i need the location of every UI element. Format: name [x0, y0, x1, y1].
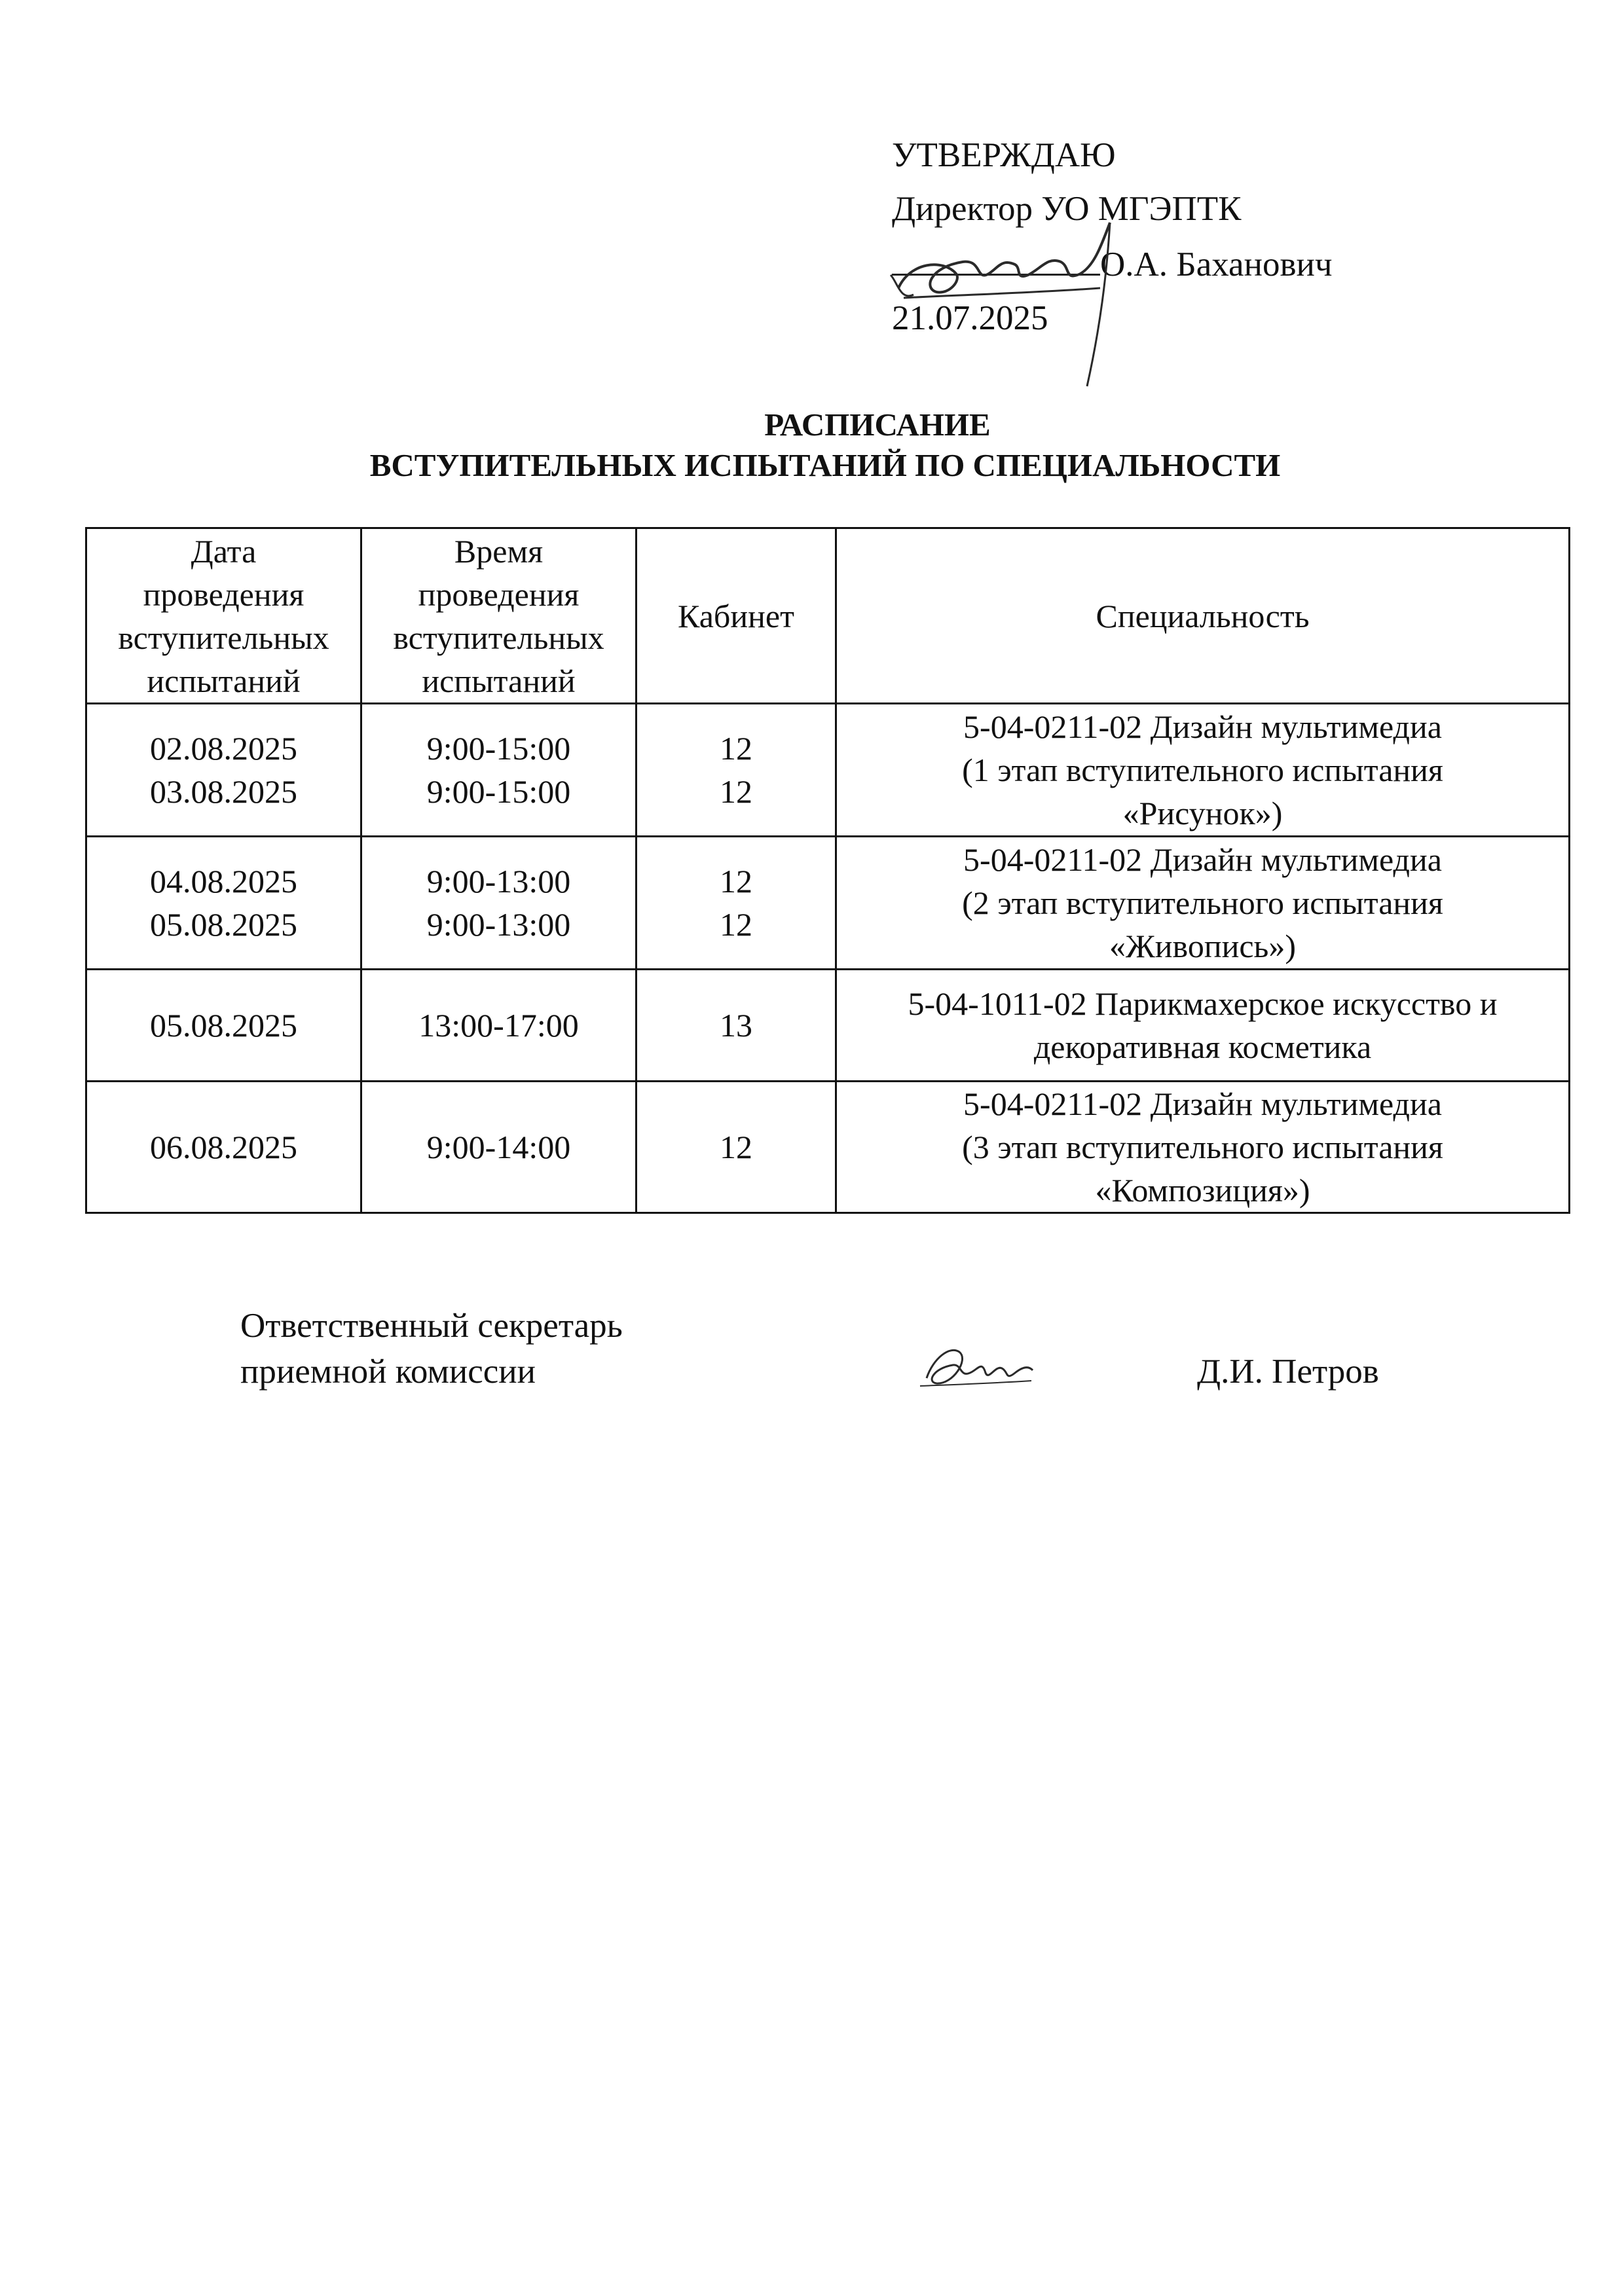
cell-times: 13:00-17:00 — [361, 970, 637, 1082]
secretary-name: Д.И. Петров — [1197, 1353, 1379, 1391]
cell-specialty: 5-04-0211-02 Дизайн мультимедиа (1 этап вступительного испытания «Рисунок») — [836, 704, 1570, 837]
cell-dates: 02.08.2025 03.08.2025 — [86, 704, 361, 837]
cell-specialty: 5-04-1011-02 Парикмахерское искусство и декоративная косметика — [836, 970, 1570, 1082]
table-row — [86, 704, 1570, 837]
cell-specialty: 5-04-0211-02 Дизайн мультимедиа (3 этап вступительного испытания «Композиция») — [836, 1082, 1570, 1213]
cell-dates: 06.08.2025 — [86, 1082, 361, 1213]
table-row — [86, 1082, 1570, 1213]
cell-times: 9:00-13:00 9:00-13:00 — [361, 837, 637, 970]
table-header-row — [86, 528, 1570, 704]
cell-times: 9:00-15:00 9:00-15:00 — [361, 704, 637, 837]
schedule-table — [85, 527, 1570, 1214]
approval-name: О.А. Баханович — [1100, 246, 1333, 283]
header-specialty: Специальность — [836, 528, 1570, 704]
header-room: Кабинет — [637, 528, 836, 704]
cell-rooms: 12 12 — [637, 837, 836, 970]
document-subtitle: ВСТУПИТЕЛЬНЫХ ИСПЫТАНИЙ ПО СПЕЦИАЛЬНОСТИ — [369, 447, 1281, 483]
header-date: Дата проведения вступительных испытаний — [86, 528, 361, 704]
header-time: Время проведения вступительных испытаний — [361, 528, 637, 704]
secretary-title — [240, 1303, 623, 1394]
cell-rooms: 12 — [637, 1082, 836, 1213]
cell-dates: 05.08.2025 — [86, 970, 361, 1082]
cell-specialty: 5-04-0211-02 Дизайн мультимедиа (2 этап вступительного испытания «Живопись») — [836, 837, 1570, 970]
secretary-title-line1: Ответственный секретарь — [240, 1307, 623, 1345]
table-row — [86, 837, 1570, 970]
document-title: РАСПИСАНИЕ — [764, 407, 991, 443]
approval-position: Директор УО МГЭПТК — [892, 190, 1242, 228]
secretary-signature — [913, 1332, 1038, 1398]
director-signature — [884, 196, 1166, 406]
cell-dates: 04.08.2025 05.08.2025 — [86, 837, 361, 970]
approval-date: 21.07.2025 — [892, 299, 1048, 337]
approval-heading: УТВЕРЖДАЮ — [892, 136, 1116, 174]
cell-rooms: 13 — [637, 970, 836, 1082]
secretary-title-line2: приемной комиссии — [240, 1353, 536, 1391]
cell-rooms: 12 12 — [637, 704, 836, 837]
table-row — [86, 970, 1570, 1082]
cell-times: 9:00-14:00 — [361, 1082, 637, 1213]
